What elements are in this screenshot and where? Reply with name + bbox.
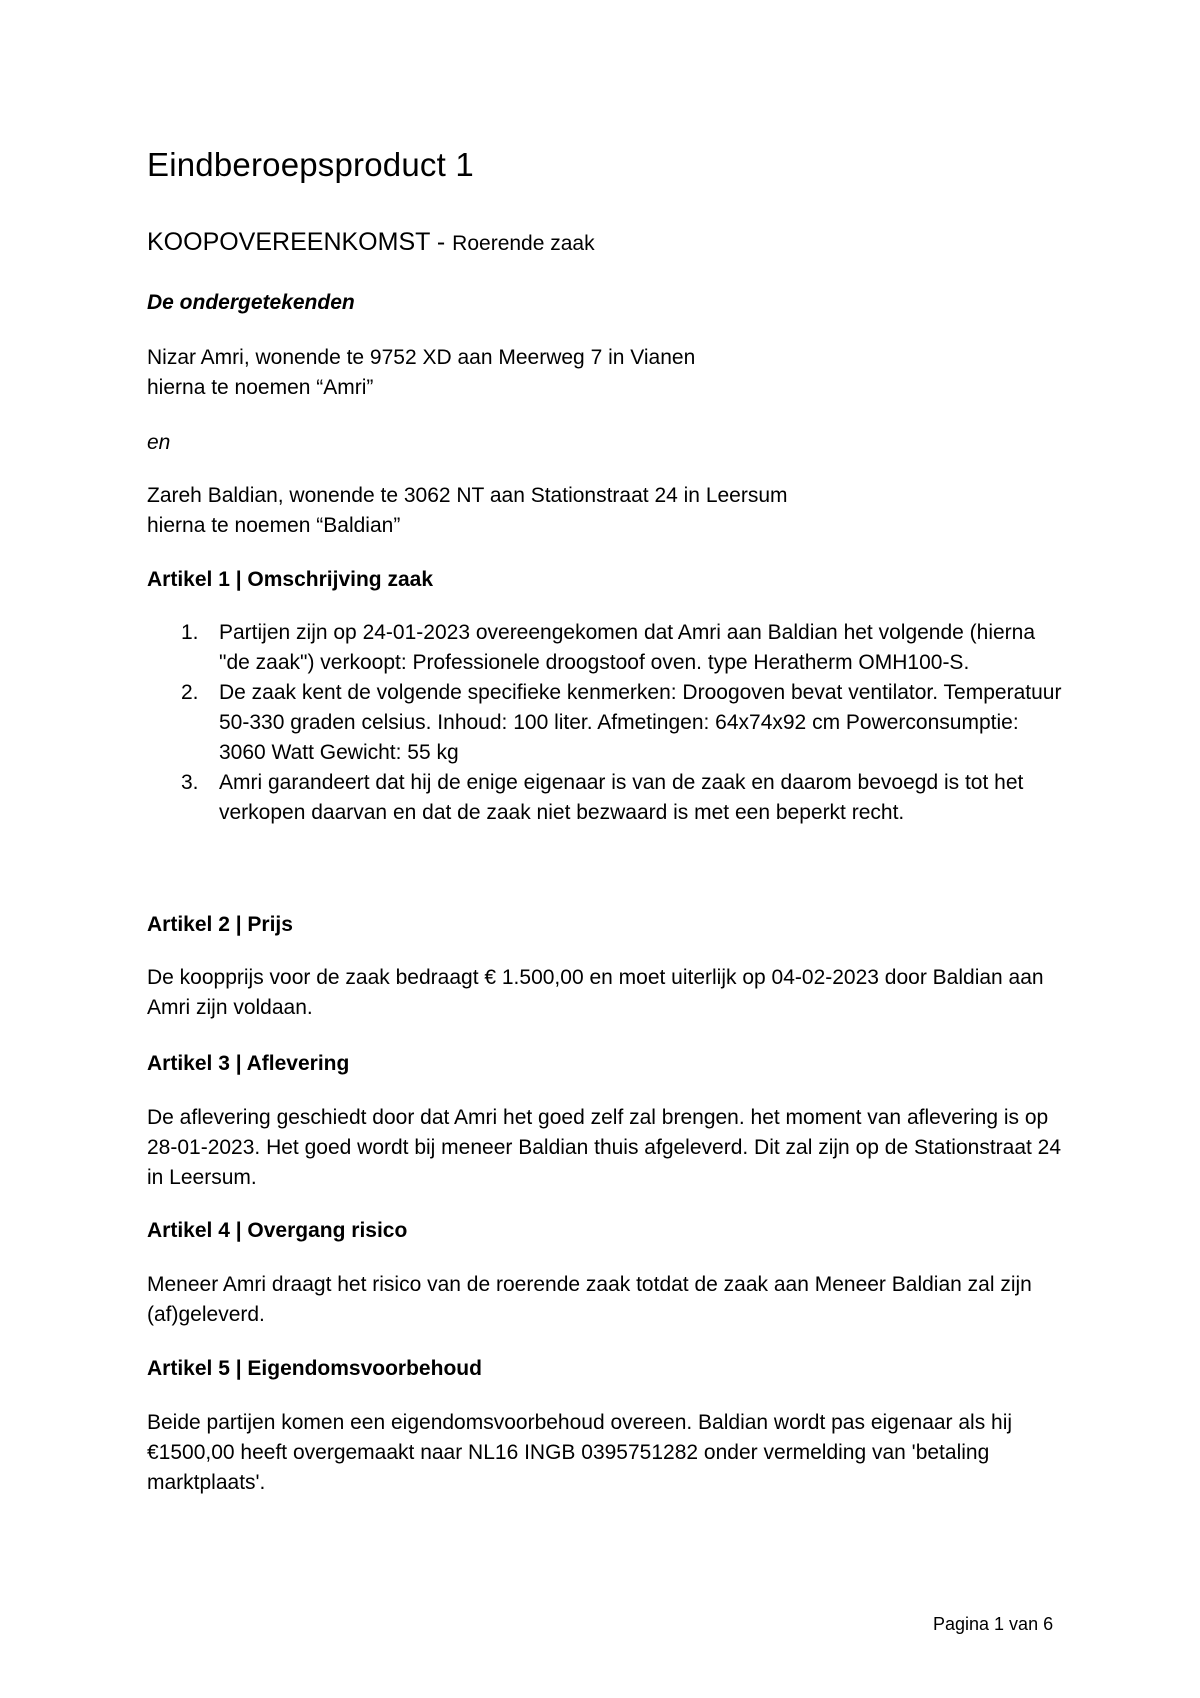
- list-item-text: Amri garandeert dat hij de enige eigenaar is van de zaak en daarom bevoegd is tot het verkopen daarvan en dat de zaak niet bezwaard is met een beperkt recht.: [219, 771, 1024, 824]
- party2-address: Zareh Baldian, wonende te 3062 NT aan Stationstraat 24 in Leersum: [147, 484, 788, 507]
- party2-alias: hierna te noemen “Baldian”: [147, 514, 401, 537]
- article1-heading: Artikel 1 | Omschrijving zaak: [147, 568, 433, 591]
- contract-type-sub: Roerende zaak: [452, 232, 595, 255]
- article1-list: [147, 618, 1067, 828]
- conjunction: en: [147, 431, 171, 454]
- article2-heading: Artikel 2 | Prijs: [147, 913, 293, 936]
- party2-block: [147, 481, 1067, 541]
- list-item: [147, 678, 1067, 768]
- signatories-heading: De ondergetekenden: [147, 291, 355, 314]
- article5-heading: Artikel 5 | Eigendomsvoorbehoud: [147, 1357, 482, 1380]
- article3-heading: Artikel 3 | Aflevering: [147, 1052, 350, 1075]
- contract-type-heading: [147, 228, 595, 257]
- article2-text: De koopprijs voor de zaak bedraagt € 1.500,00 en moet uiterlijk op 04-02-2023 door Baldian aan Amri zijn voldaan.: [147, 966, 1044, 1019]
- page-number: Pagina 1 van 6: [933, 1614, 1054, 1634]
- party1-address: Nizar Amri, wonende te 9752 XD aan Meerweg 7 in Vianen: [147, 346, 696, 369]
- article5-text: Beide partijen komen een eigendomsvoorbehoud overeen. Baldian wordt pas eigenaar als hij €1500,00 heeft overgemaakt naar NL16 INGB 0395751282 onder vermelding van 'betaling marktplaats'.: [147, 1411, 1013, 1494]
- document-title: Eindberoepsproduct 1: [147, 146, 474, 183]
- list-item-text: Partijen zijn op 24-01-2023 overeengekomen dat Amri aan Baldian het volgende (hierna "de zaak") verkoopt: Professionele droogstoof oven. type Heratherm OMH100-S.: [219, 621, 1036, 674]
- contract-type-main: KOOPOVEREENKOMST -: [147, 228, 446, 256]
- list-item-text: De zaak kent de volgende specifieke kenmerken: Droogoven bevat ventilator. Temperatuur 50-330 graden celsius. Inhoud: 100 liter. Afmetingen: 64x74x92 cm Powerconsumptie: 3060 Watt Gewicht: 55 kg: [219, 681, 1062, 764]
- list-item-number: 3.: [181, 771, 199, 794]
- article3-text: De aflevering geschiedt door dat Amri het goed zelf zal brengen. het moment van aflevering is op 28-01-2023. Het goed wordt bij meneer Baldian thuis afgeleverd. Dit zal zijn op de Stationstraat 24 in Leersum.: [147, 1106, 1062, 1189]
- list-item: [147, 618, 1067, 678]
- article4-heading: Artikel 4 | Overgang risico: [147, 1219, 408, 1242]
- list-item-number: 1.: [181, 621, 199, 644]
- article4-text: Meneer Amri draagt het risico van de roerende zaak totdat de zaak aan Meneer Baldian zal zijn (af)geleverd.: [147, 1273, 1032, 1326]
- party1-block: [147, 343, 1067, 403]
- party1-alias: hierna te noemen “Amri”: [147, 376, 374, 399]
- list-item-number: 2.: [181, 681, 199, 704]
- list-item: [147, 768, 1067, 828]
